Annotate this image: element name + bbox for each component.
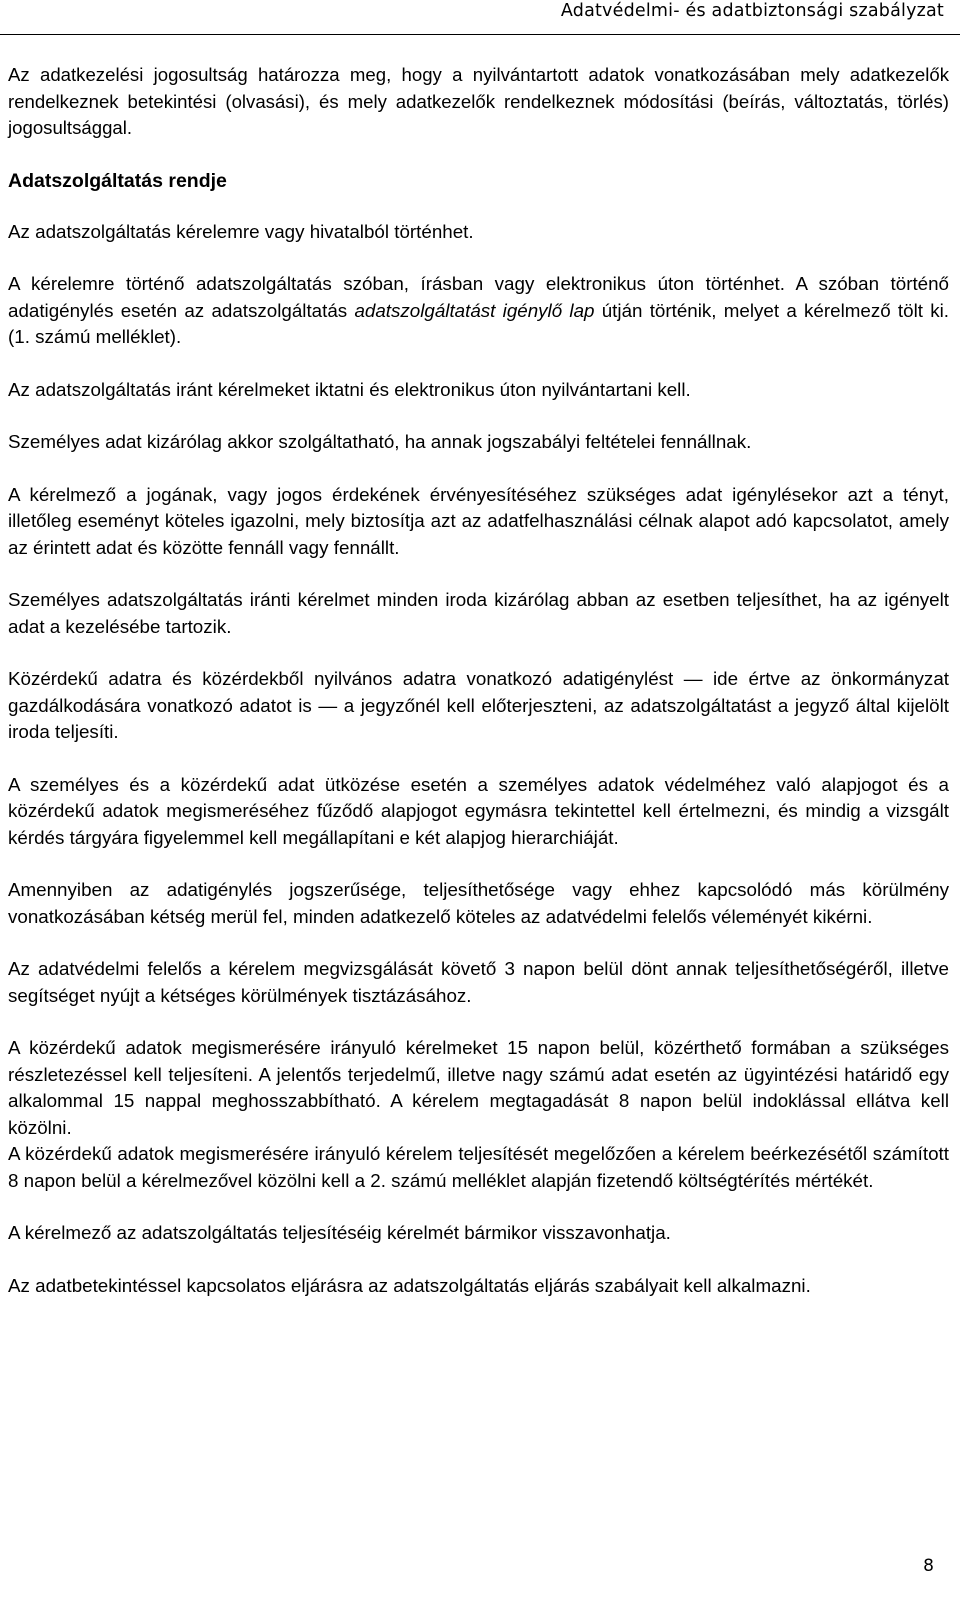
section-heading: Adatszolgáltatás rendje <box>8 169 227 192</box>
document-body <box>8 62 949 1325</box>
paragraph-conflict: A személyes és a közérdekű adat ütközése esetén a személyes adatok védelméhez való alapjogot és a közérdekű adatok megismeréséhez fűződő alapjogot egymásra tekintettel kell értelmezni, és mindig a vizsgált kérdés tárgyára figyelemmel kell megállapítani e két alapjog hierarchiáját. <box>8 773 949 848</box>
paragraph-request-form-text: A kérelemre történő adatszolgáltatás szóban, írásban vagy elektronikus úton történhet. A szóban történő adatigénylés esetén az adatszolgáltatás <box>8 273 949 321</box>
form-name-italic: adatszolgáltatást igénylő lap <box>354 299 595 321</box>
paragraph-registration: Az adatszolgáltatás iránt kérelmeket iktatni és elektronikus úton nyilvántartani kell. <box>8 378 691 400</box>
paragraph-applicant-proof: A kérelmező a jogának, vagy jogos érdekének érvényesítéséhez szükséges adat igénylésekor azt a tényt, illetőleg eseményt köteles igazolni, mely biztosítja azt az adatfelhasználási célnak alapot adó kapcsolatot, amely az érintett adat és közötte fennáll vagy fennállt. <box>8 483 949 558</box>
page-header <box>0 0 960 35</box>
paragraph-doubt: Amennyiben az adatigénylés jogszerűsége, teljesíthetősége vagy ehhez kapcsolódó más körülmény vonatkozásában kétség merül fel, minden adatkezelő köteles az adatvédelmi felelős véleményét kikérni. <box>8 879 949 927</box>
paragraph-withdrawal: A kérelmező az adatszolgáltatás teljesítéséig kérelmét bármikor visszavonhatja. <box>8 1222 671 1243</box>
paragraph-fee: A közérdekű adatok megismerésére irányuló kérelem teljesítését megelőzően a kérelem beérkezésétől számított 8 napon belül a kérelmezővel közölni kell a 2. számú melléklet alapján fizetendő költségtérítés mértékét. <box>8 1143 949 1191</box>
paragraph-request-form-end: útján történik, melyet a kérelmező tölt ki. (1. számú melléklet). <box>8 299 950 347</box>
paragraph-officer-decision: Az adatvédelmi felelős a kérelem megvizsgálását követő 3 napon belül dönt annak teljesíthetőségéről, illetve segítséget nyújt a kétséges körülmények tisztázásához. <box>8 958 949 1006</box>
paragraph-public-data: Közérdekű adatra és közérdekből nyilvános adatra vonatkozó adatigénylést — ide értve az önkormányzat gazdálkodására vonatkozó adatot is — a jegyzőnél kell előterjeszteni, az adatszolgáltatást a jegyző által kijelölt iroda teljesíti. <box>8 668 949 742</box>
paragraph-personal-data: Személyes adat kizárólag akkor szolgáltatható, ha annak jogszabályi feltételei fennállnak. <box>8 431 752 452</box>
paragraph-permissions: Az adatkezelési jogosultság határozza meg, hogy a nyilvántartott adatok vonatkozásában mely adatkezelők rendelkeznek betekintési (olvasási), és mely adatkezelők rendelkeznek módosítási (beírás, változtatás, törlés) jogosultsággal. <box>8 64 949 138</box>
paragraph-office-scope: Személyes adatszolgáltatás iránti kérelmet minden iroda kizárólag abban az esetben teljesíthet, ha az igényelt adat a kezelésébe tartozik. <box>8 589 949 637</box>
paragraph-request-form <box>8 271 949 351</box>
paragraph-request-type: Az adatszolgáltatás kérelemre vagy hivatalból történhet. <box>8 220 474 242</box>
page-number: 8 <box>923 1556 934 1576</box>
paragraph-deadline: A közérdekű adatok megismerésére irányuló kérelmeket 15 napon belül, közérthető formában a szükséges részletezéssel kell teljesíteni. A jelentős terjedelmű, illetve nagy számú adat esetén az ügyintézési határidő egy alkalommal 15 nappal meghosszabbítható. A kérelem megtagadását 8 napon belül indoklással ellátva kell közölni. <box>8 1037 949 1138</box>
document-title: Adatvédelmi- és adatbiztonsági szabályzat <box>560 1 944 21</box>
paragraph-inspection: Az adatbetekintéssel kapcsolatos eljárásra az adatszolgáltatás eljárás szabályait kell alkalmazni. <box>8 1274 811 1296</box>
